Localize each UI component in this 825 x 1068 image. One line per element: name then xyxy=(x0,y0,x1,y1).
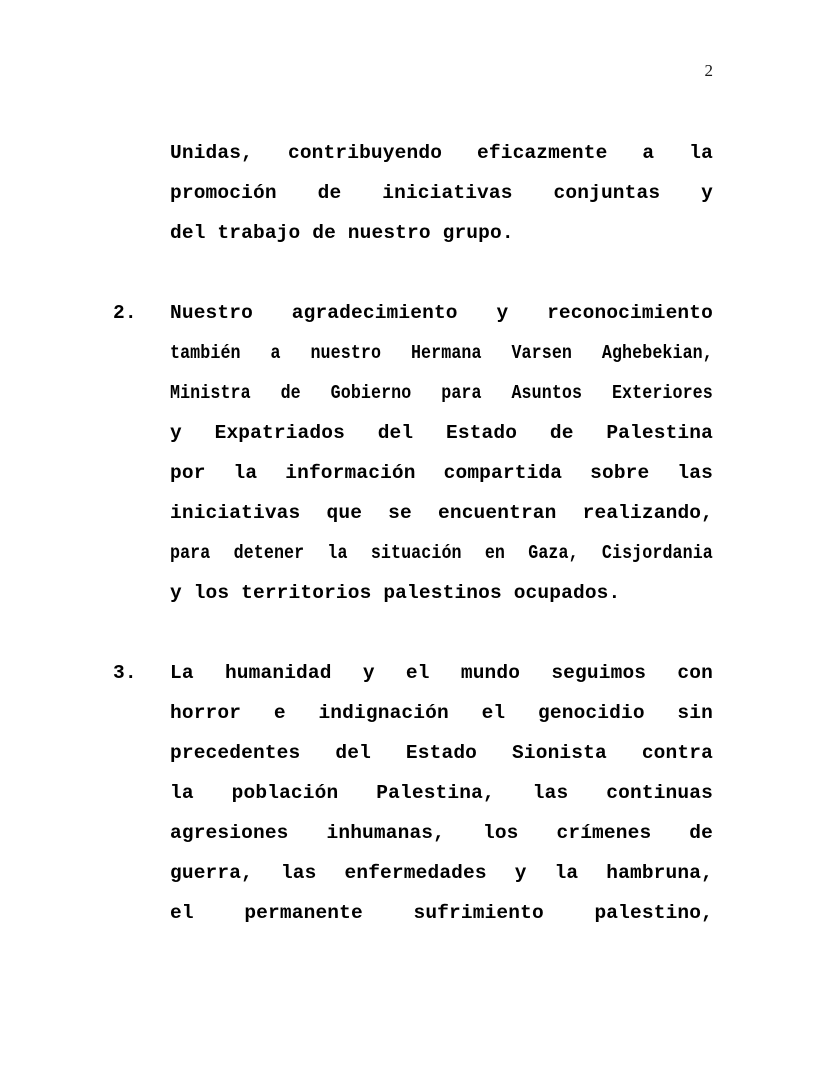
word: se xyxy=(388,502,412,524)
word: información xyxy=(285,462,416,484)
text-line xyxy=(170,373,713,413)
word: La xyxy=(170,662,194,684)
word: conjuntas xyxy=(553,182,661,204)
word: Expatriados xyxy=(214,422,345,444)
paragraph-lines xyxy=(170,293,713,613)
word: los xyxy=(482,822,519,844)
word: detener xyxy=(233,542,305,564)
text-line xyxy=(170,653,713,693)
text-line xyxy=(170,733,713,773)
word: palestino, xyxy=(594,902,713,924)
word: crímenes xyxy=(556,822,652,844)
text-line xyxy=(170,293,713,333)
text-line xyxy=(170,413,713,453)
word: también xyxy=(170,342,241,364)
word: de xyxy=(317,182,342,204)
word: guerra, xyxy=(170,862,253,884)
word: compartida xyxy=(443,462,563,484)
word: Asuntos xyxy=(511,382,583,404)
word: contribuyendo xyxy=(287,142,443,164)
word: Palestina xyxy=(606,422,713,444)
word: genocidio xyxy=(538,702,645,724)
word: reconocimiento xyxy=(547,302,713,324)
word: la xyxy=(233,462,258,484)
word: nuestro xyxy=(310,342,382,364)
word: Palestina, xyxy=(376,782,495,804)
text-line xyxy=(170,893,713,933)
word: y xyxy=(701,182,713,204)
word: Estado xyxy=(446,422,518,444)
word: la xyxy=(554,862,579,884)
document-body xyxy=(113,133,713,933)
word: eficazmente xyxy=(477,142,608,164)
word: de xyxy=(689,822,713,844)
word: el xyxy=(481,702,506,724)
word: mundo xyxy=(460,662,521,684)
text-line xyxy=(170,453,713,493)
word: contra xyxy=(641,742,713,764)
word: continuas xyxy=(606,782,713,804)
word: de xyxy=(549,422,574,444)
word: situación xyxy=(370,542,462,564)
text-line xyxy=(170,333,713,373)
paragraph xyxy=(113,133,713,253)
word: Gaza, xyxy=(528,542,579,564)
word: realizando, xyxy=(582,502,713,524)
paragraph xyxy=(113,293,713,613)
word: con xyxy=(677,662,713,684)
word: sufrimiento xyxy=(413,902,544,924)
word: agradecimiento xyxy=(291,302,458,324)
word: seguimos xyxy=(551,662,647,684)
paragraph xyxy=(113,653,713,933)
word: permanente xyxy=(244,902,363,924)
word: el xyxy=(405,662,430,684)
word: las xyxy=(532,782,569,804)
word: precedentes xyxy=(170,742,301,764)
word: la xyxy=(689,142,713,164)
word: para xyxy=(441,382,482,404)
word: y xyxy=(362,662,375,684)
paragraph-lines xyxy=(170,133,713,253)
word: promoción xyxy=(170,182,277,204)
text-line xyxy=(170,173,713,213)
word: del xyxy=(377,422,414,444)
word: para xyxy=(170,542,211,564)
word: Hermana xyxy=(410,342,482,364)
word: por xyxy=(170,462,206,484)
word: la xyxy=(327,542,348,564)
word: horror xyxy=(170,702,242,724)
text-line xyxy=(170,853,713,893)
word: indignación xyxy=(318,702,449,724)
word: Exteriores xyxy=(611,382,713,404)
word: hambruna, xyxy=(606,862,713,884)
text-line xyxy=(170,133,713,173)
text-line xyxy=(170,693,713,733)
word: Gobierno xyxy=(330,382,412,404)
word: y xyxy=(514,862,527,884)
word: humanidad xyxy=(224,662,332,684)
word: sobre xyxy=(590,462,650,484)
word: agresiones xyxy=(170,822,289,844)
text-line: y los territorios palestinos ocupados. xyxy=(170,582,621,604)
word: las xyxy=(280,862,317,884)
page-number: 2 xyxy=(704,61,713,80)
word: iniciativas xyxy=(170,502,301,524)
word: y xyxy=(170,422,182,444)
word: Varsen xyxy=(511,342,573,364)
word: población xyxy=(231,782,339,804)
word: sin xyxy=(677,702,713,724)
word: enfermedades xyxy=(344,862,487,884)
word: Unidas, xyxy=(170,142,253,164)
word: a xyxy=(270,342,281,364)
word: en xyxy=(484,542,506,564)
word: inhumanas, xyxy=(326,822,446,844)
word: el xyxy=(170,902,194,924)
word: a xyxy=(642,142,655,164)
word: Aghebekian, xyxy=(601,342,713,364)
word: la xyxy=(170,782,194,804)
text-line xyxy=(170,493,713,533)
word: encuentran xyxy=(437,502,557,524)
word: Nuestro xyxy=(170,302,253,324)
word: Estado xyxy=(405,742,478,764)
word: iniciativas xyxy=(382,182,513,204)
text-line: del trabajo de nuestro grupo. xyxy=(170,222,514,244)
word: las xyxy=(677,462,713,484)
word: que xyxy=(326,502,363,524)
text-line xyxy=(170,533,713,573)
text-line xyxy=(170,813,713,853)
word: Sionista xyxy=(512,742,607,764)
word: e xyxy=(273,702,286,724)
paragraph-marker: 2. xyxy=(113,302,137,324)
text-line xyxy=(170,773,713,813)
word: y xyxy=(496,302,509,324)
word: Ministra xyxy=(170,382,251,404)
paragraph-lines xyxy=(170,653,713,933)
word: de xyxy=(280,382,301,404)
paragraph-marker: 3. xyxy=(113,662,137,684)
word: del xyxy=(335,742,371,764)
word: Cisjordania xyxy=(601,542,713,564)
